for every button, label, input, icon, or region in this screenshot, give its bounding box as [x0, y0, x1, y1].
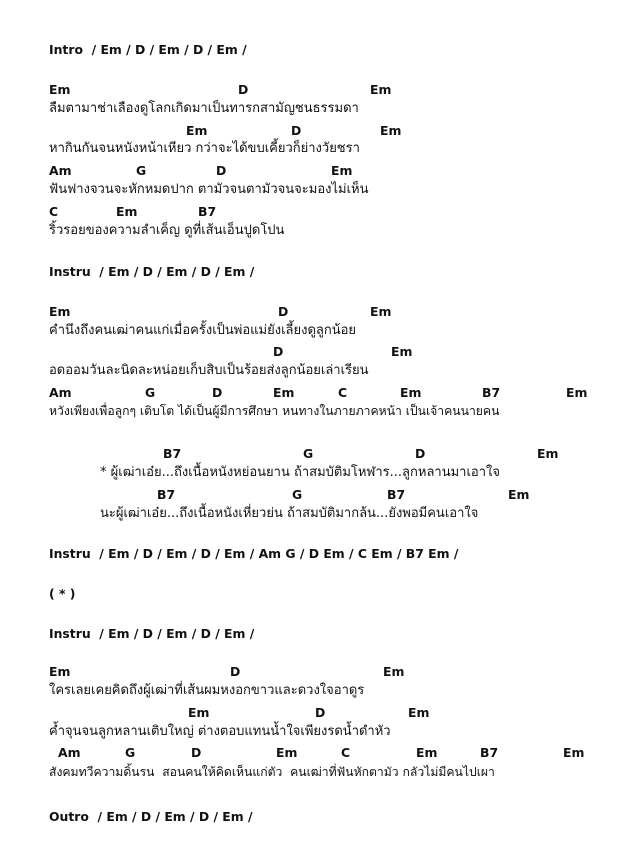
chord: G — [136, 163, 147, 178]
chord: Em — [400, 385, 422, 400]
chord: Em — [276, 745, 298, 760]
chord: Em — [508, 487, 530, 502]
chord: D — [278, 304, 289, 319]
chord: D — [415, 446, 426, 461]
chord: B7 — [482, 385, 501, 400]
lyric-line: คำนึงถึงคนเฒ่าคนแก่เมื่อครั้งเป็นพ่อแม่ยังเลี้ยงดูลูกน้อย — [49, 323, 357, 338]
chord: Em — [370, 82, 392, 97]
chord: Em — [186, 123, 208, 138]
chord: Em — [408, 705, 430, 720]
lyric-line: อดออมวันละนิดละหน่อยเก็บสิบเป็นร้อยส่งลูกน้อยเล่าเรียน — [49, 363, 369, 378]
chord: D — [216, 163, 227, 178]
chord: D — [230, 664, 241, 679]
chord: Am — [49, 385, 72, 400]
chord: G — [292, 487, 303, 502]
chord: D — [238, 82, 249, 97]
instru-line: Instru / Em / D / Em / D / Em / — [49, 626, 255, 641]
chord: Em — [49, 664, 71, 679]
lyric-line: ฟันฟางจวนจะหักหมดปาก ตามัวจนตามัวจนจะมองไม่เห็น — [49, 182, 369, 197]
chord: Em — [391, 344, 413, 359]
chord: Em — [380, 123, 402, 138]
lyric-line: ริ้วรอยของความลำเค็ญ ดูที่เส้นเอ็นปูดโปน — [49, 223, 285, 238]
chord: D — [191, 745, 202, 760]
instru-line: Instru / Em / D / Em / D / Em / Am G / D Em / C Em / B7 Em / — [49, 546, 459, 561]
chord: Em — [416, 745, 438, 760]
chord: B7 — [163, 446, 182, 461]
intro-line: Intro / Em / D / Em / D / Em / — [49, 42, 247, 57]
chord: D — [273, 344, 284, 359]
chord: Em — [331, 163, 353, 178]
lyric-line: หวังเพียงเพื่อลูกๆ เติบโต ได้เป็นผู้มีการศึกษา หนทางในภายภาคหน้า เป็นเจ้าคนนายคน — [49, 404, 500, 418]
lyric-line: * ผู้เฒ่าเอ๋ย...ถึงเนื้อหนังหย่อนยาน ถ้าสมบัติมโหฬาร...ลูกหลานมาเอาใจ — [100, 465, 500, 480]
chord: B7 — [198, 204, 217, 219]
chord: G — [145, 385, 156, 400]
chord: C — [341, 745, 351, 760]
chord: Am — [58, 745, 81, 760]
lyric-line: ลืมตามาช่าเลืองดูโลกเกิดมาเป็นทารกสามัญชนธรรมดา — [49, 101, 359, 116]
repeat-marker: ( * ) — [49, 586, 76, 601]
chord: B7 — [480, 745, 499, 760]
lyric-line: หากินกันจนหนังหน้าเหียว กว่าจะได้ขบเคี้ยวก็ย่างวัยชรา — [49, 141, 360, 156]
chord: B7 — [157, 487, 176, 502]
chord: Em — [537, 446, 559, 461]
lyric-line: สังคมทวีความดิ้นรน สอนคนให้คิดเห็นแก่ตัว คนเฒ่าที่ฟันหักตามัว กลัวไม่มีคนไปเผา — [49, 765, 495, 779]
chord: Em — [49, 82, 71, 97]
chord: Em — [188, 705, 210, 720]
chord: D — [291, 123, 302, 138]
chord: D — [212, 385, 223, 400]
lyric-line: นะผู้เฒ่าเอ๋ย...ถึงเนื้อหนังเหี่ยวย่น ถ้าสมบัติมากล้น...ยังพอมีคนเอาใจ — [100, 506, 479, 521]
chord: B7 — [387, 487, 406, 502]
chord: Em — [273, 385, 295, 400]
outro-line: Outro / Em / D / Em / D / Em / — [49, 809, 253, 824]
chord: G — [303, 446, 314, 461]
lyric-line: ใครเลยเคยคิดถึงผู้เฒ่าที่เส้นผมหงอกขาวและดวงใจอาดูร — [49, 683, 365, 698]
chord: Em — [563, 745, 585, 760]
chord: Em — [116, 204, 138, 219]
chord: Am — [49, 163, 72, 178]
instru-line: Instru / Em / D / Em / D / Em / — [49, 264, 255, 279]
chord: Em — [370, 304, 392, 319]
chord: C — [49, 204, 59, 219]
lyric-line: ค้ำจุนจนลูกหลานเติบใหญ่ ต่างตอบแทนน้ำใจเพียงรดน้ำดำหัว — [49, 724, 391, 739]
chord: D — [315, 705, 326, 720]
chord: Em — [383, 664, 405, 679]
chord: Em — [49, 304, 71, 319]
chord: Em — [566, 385, 588, 400]
chord: C — [338, 385, 348, 400]
chord: G — [125, 745, 136, 760]
